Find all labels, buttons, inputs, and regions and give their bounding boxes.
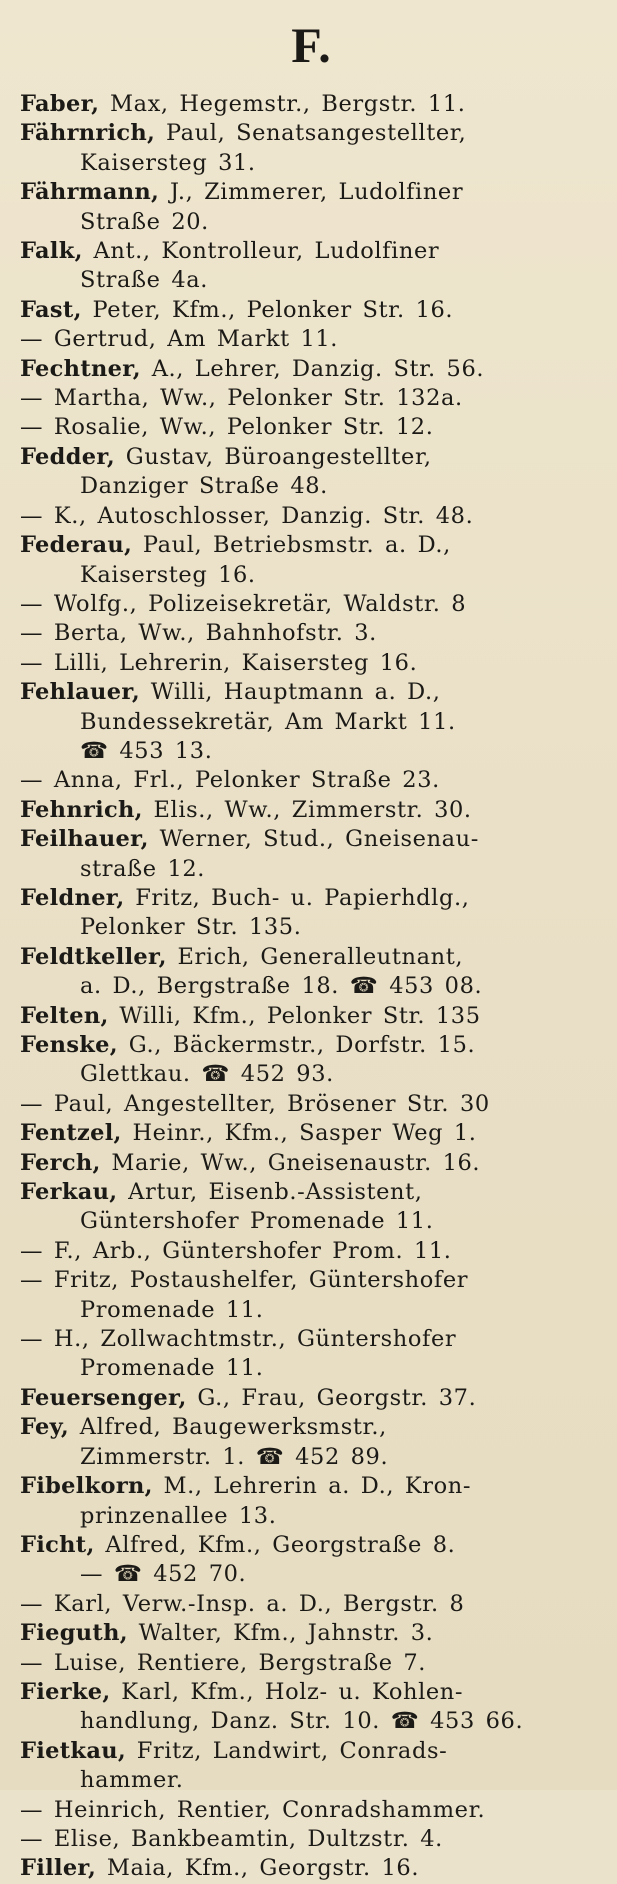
entry-continuation: Promenade 11. xyxy=(80,1296,264,1323)
entry-first-line xyxy=(20,590,603,619)
directory-entry xyxy=(20,796,603,825)
directory-entry xyxy=(20,766,603,795)
directory-entry xyxy=(20,1825,603,1854)
directory-entry xyxy=(20,502,603,531)
entry-first-line xyxy=(20,531,603,560)
entry-first-line xyxy=(20,1472,603,1501)
directory-entry xyxy=(20,1002,603,1031)
entry-text: — Wolfg., Polizeisekretär, Waldstr. 8 xyxy=(20,590,467,617)
directory-entry xyxy=(20,619,603,648)
entry-surname: Fenske, xyxy=(20,1032,118,1058)
entry-text: Heinr., Kfm., Sasper Weg 1. xyxy=(121,1120,477,1147)
entry-surname: Ficht, xyxy=(20,1531,95,1558)
entry-first-line xyxy=(20,1413,603,1442)
entry-surname: Falk, xyxy=(20,238,83,265)
entry-first-line xyxy=(20,678,603,707)
entry-surname: Fierke, xyxy=(20,1678,111,1705)
directory-entry xyxy=(20,1531,603,1590)
entry-surname: Feldner, xyxy=(20,884,125,911)
entry-continuation: Glettkau. ☎ 452 93. xyxy=(80,1061,334,1088)
entry-text: — Paul, Angestellter, Brösener Str. 30 xyxy=(20,1090,490,1117)
entry-surname: Fibelkorn, xyxy=(20,1473,153,1500)
entry-first-line xyxy=(20,1325,603,1354)
entry-text: — Gertrud, Am Markt 11. xyxy=(20,326,339,353)
entry-text: Max, Hegemstr., Bergstr. 11. xyxy=(99,91,466,117)
entry-first-line xyxy=(20,884,603,913)
directory-entry xyxy=(20,1090,603,1119)
entry-first-line xyxy=(20,355,603,384)
directory-entry xyxy=(20,178,603,237)
entry-surname: Fentzel, xyxy=(20,1120,122,1147)
entry-text: A., Lehrer, Danzig. Str. 56. xyxy=(140,355,485,382)
entry-first-line xyxy=(20,1002,603,1031)
entry-first-line xyxy=(20,1149,603,1178)
directory-entry xyxy=(20,825,603,884)
entry-text: — Heinrich, Rentier, Conradshammer. xyxy=(20,1796,486,1823)
entry-continuation: Kaisersteg 16. xyxy=(80,561,256,588)
directory-entry xyxy=(20,1678,603,1737)
entry-first-line xyxy=(20,296,603,325)
directory-entry xyxy=(20,1178,603,1237)
directory-entry xyxy=(20,1384,603,1413)
directory-entry xyxy=(20,943,603,1002)
entry-surname: Fehlauer, xyxy=(20,679,140,706)
entry-text: — F., Arb., Güntershofer Prom. 11. xyxy=(20,1237,452,1264)
entry-surname: Filler, xyxy=(20,1855,97,1882)
entry-continuation: prinzenallee 13. xyxy=(80,1502,277,1529)
entry-first-line xyxy=(20,502,603,531)
entry-first-line xyxy=(20,178,603,207)
entry-text: Alfred, Kfm., Georgstraße 8. xyxy=(94,1531,456,1558)
entry-first-line xyxy=(20,943,603,972)
entry-text: Artur, Eisenb.-Assistent, xyxy=(117,1179,423,1206)
section-letter: F. xyxy=(291,17,332,73)
entry-continuation: Zimmerstr. 1. ☎ 452 89. xyxy=(80,1443,389,1470)
directory-entry xyxy=(20,678,603,766)
entry-text: — Elise, Bankbeamtin, Dultzstr. 4. xyxy=(20,1825,443,1852)
entry-surname: Faber, xyxy=(20,91,100,117)
directory-entry xyxy=(20,443,603,502)
entry-text: M., Lehrerin a. D., Kron- xyxy=(152,1473,472,1500)
directory-entry xyxy=(20,90,603,119)
entry-surname: Fährmann, xyxy=(20,179,160,206)
entry-continuation: Güntershofer Promenade 11. xyxy=(80,1208,434,1235)
entry-first-line xyxy=(20,443,603,472)
directory-entry xyxy=(20,531,603,590)
entry-continuation: straße 12. xyxy=(80,855,206,882)
entry-continuation: Promenade 11. xyxy=(80,1355,264,1382)
directory-entry xyxy=(20,384,603,413)
entry-surname: Feldtkeller, xyxy=(20,943,167,970)
entry-first-line xyxy=(20,1678,603,1707)
entry-continuation: Straße 20. xyxy=(80,208,209,235)
entry-first-line xyxy=(20,1384,603,1413)
entry-surname: Felten, xyxy=(20,1002,109,1029)
entry-text: — Fritz, Postaushelfer, Güntershofer xyxy=(20,1267,469,1294)
entry-continuation: Kaisersteg 31. xyxy=(80,149,256,176)
entry-text: — Martha, Ww., Pelonker Str. 132a. xyxy=(20,385,463,412)
entry-first-line xyxy=(20,1031,603,1060)
directory-entry xyxy=(20,1590,603,1619)
entry-surname: Feuersenger, xyxy=(20,1384,187,1411)
entry-text: Fritz, Landwirt, Conrads- xyxy=(126,1737,448,1764)
entry-first-line xyxy=(20,90,603,119)
directory-entry xyxy=(20,590,603,619)
entry-list xyxy=(20,90,603,1884)
entry-text: Willi, Kfm., Pelonker Str. 135 xyxy=(108,1002,481,1029)
entry-first-line xyxy=(20,796,603,825)
entry-text: Karl, Kfm., Holz- u. Kohlen- xyxy=(110,1678,464,1705)
directory-entry xyxy=(20,296,603,325)
entry-text: Erich, Generalleutnant, xyxy=(166,943,464,970)
entry-text: Elis., Ww., Zimmerstr. 30. xyxy=(142,796,472,823)
directory-entry xyxy=(20,1649,603,1678)
directory-entry xyxy=(20,1737,603,1796)
directory-entry xyxy=(20,1119,603,1148)
entry-continuation: a. D., Bergstraße 18. ☎ 453 08. xyxy=(80,973,483,1000)
directory-entry xyxy=(20,237,603,296)
entry-surname: Federau, xyxy=(20,532,133,559)
entry-text: — Lilli, Lehrerin, Kaisersteg 16. xyxy=(20,649,418,676)
entry-first-line xyxy=(20,1649,603,1678)
entry-text: Willi, Hauptmann a. D., xyxy=(139,679,441,706)
entry-first-line xyxy=(20,384,603,413)
directory-entry xyxy=(20,1149,603,1178)
directory-entry xyxy=(20,325,603,354)
directory-entry xyxy=(20,1266,603,1325)
entry-continuation: Pelonker Str. 135. xyxy=(80,914,302,941)
entry-first-line xyxy=(20,1796,603,1825)
entry-text: Fritz, Buch- u. Papierhdlg., xyxy=(124,884,470,911)
directory-entry xyxy=(20,1796,603,1825)
entry-continuation: Danziger Straße 48. xyxy=(80,473,328,500)
entry-surname: Ferch, xyxy=(20,1149,101,1176)
entry-first-line xyxy=(20,1090,603,1119)
entry-first-line xyxy=(20,1119,603,1148)
directory-entry xyxy=(20,1031,603,1090)
entry-first-line xyxy=(20,119,603,148)
entry-first-line xyxy=(20,649,603,678)
entry-text: G., Bäckermstr., Dorfstr. 15. xyxy=(117,1032,476,1058)
entry-text: Paul, Betriebsmstr. a. D., xyxy=(132,532,451,559)
directory-entry xyxy=(20,1413,603,1472)
entry-surname: Fietkau, xyxy=(20,1737,126,1764)
entry-first-line xyxy=(20,1178,603,1207)
entry-continuation: Bundessekretär, Am Markt 11. xyxy=(80,708,456,735)
entry-text: J., Zimmerer, Ludolfiner xyxy=(159,179,464,206)
entry-first-line xyxy=(20,1590,603,1619)
entry-text: Walter, Kfm., Jahnstr. 3. xyxy=(127,1620,434,1647)
directory-entry xyxy=(20,119,603,178)
entry-text: Paul, Senatsangestellter, xyxy=(155,120,467,147)
entry-surname: Fedder, xyxy=(20,443,115,470)
entry-continuation: hammer. xyxy=(80,1767,184,1794)
entry-first-line xyxy=(20,766,603,795)
entry-first-line xyxy=(20,1237,603,1266)
entry-continuation: handlung, Danz. Str. 10. ☎ 453 66. xyxy=(80,1708,524,1735)
entry-text: — Berta, Ww., Bahnhofstr. 3. xyxy=(20,620,377,647)
entry-continuation: — ☎ 452 70. xyxy=(80,1561,247,1588)
entry-first-line xyxy=(20,825,603,854)
entry-first-line xyxy=(20,325,603,354)
directory-entry xyxy=(20,1325,603,1384)
entry-first-line xyxy=(20,1531,603,1560)
directory-entry xyxy=(20,355,603,384)
entry-surname: Fey, xyxy=(20,1414,70,1441)
entry-text: — Luise, Rentiere, Bergstraße 7. xyxy=(20,1649,427,1676)
entry-surname: Fast, xyxy=(20,296,82,323)
entry-surname: Fechtner, xyxy=(20,355,141,382)
entry-surname: Ferkau, xyxy=(20,1179,118,1206)
entry-first-line xyxy=(20,413,603,442)
entry-text: Gustav, Büroangestellter, xyxy=(115,443,432,470)
entry-surname: Fährnrich, xyxy=(20,120,156,147)
entry-continuation: Straße 4a. xyxy=(80,267,209,294)
entry-text: Marie, Ww., Gneisenaustr. 16. xyxy=(100,1149,481,1176)
directory-entry xyxy=(20,1854,603,1883)
entry-continuation: ☎ 453 13. xyxy=(80,737,213,764)
entry-surname: Feilhauer, xyxy=(20,826,149,853)
entry-first-line xyxy=(20,1266,603,1295)
entry-first-line xyxy=(20,1737,603,1766)
entry-text: — H., Zollwachtmstr., Güntershofer xyxy=(20,1326,457,1353)
entry-text: Peter, Kfm., Pelonker Str. 16. xyxy=(81,296,454,323)
entry-text: Ant., Kontrolleur, Ludolfiner xyxy=(82,238,440,265)
entry-surname: Fieguth, xyxy=(20,1620,128,1647)
entry-first-line xyxy=(20,237,603,266)
entry-text: — Rosalie, Ww., Pelonker Str. 12. xyxy=(20,414,434,441)
directory-entry xyxy=(20,649,603,678)
entry-text: — Karl, Verw.-Insp. a. D., Bergstr. 8 xyxy=(20,1590,465,1617)
directory-entry xyxy=(20,1619,603,1648)
directory-entry xyxy=(20,1472,603,1531)
entry-text: — K., Autoschlosser, Danzig. Str. 48. xyxy=(20,502,474,529)
entry-text: Maia, Kfm., Georgstr. 16. xyxy=(96,1855,420,1882)
entry-text: Alfred, Baugewerksmstr., xyxy=(69,1414,387,1441)
entry-first-line xyxy=(20,619,603,648)
entry-text: — Anna, Frl., Pelonker Straße 23. xyxy=(20,767,440,794)
entry-surname: Fehnrich, xyxy=(20,796,143,823)
directory-entry xyxy=(20,1237,603,1266)
entry-text: G., Frau, Georgstr. 37. xyxy=(186,1384,477,1411)
directory-entry xyxy=(20,413,603,442)
entry-first-line xyxy=(20,1619,603,1648)
entry-text: Werner, Stud., Gneisenau- xyxy=(148,826,479,853)
entry-first-line xyxy=(20,1825,603,1854)
entry-first-line xyxy=(20,1854,603,1883)
directory-entry xyxy=(20,884,603,943)
